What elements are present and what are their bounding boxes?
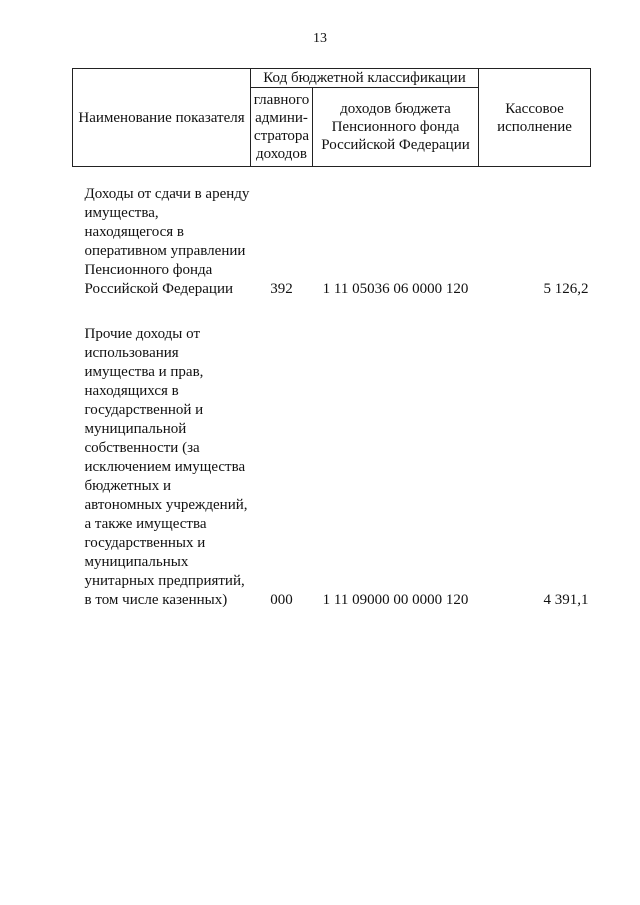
- header-name: Наименование показателя: [73, 69, 251, 167]
- row-admin-code: 000: [270, 592, 293, 608]
- table-row: [73, 185, 591, 299]
- budget-classification-table: [72, 68, 591, 610]
- row-cash-amount: 4 391,1: [543, 592, 589, 608]
- row-budget-code: 1 11 05036 06 0000 120: [322, 281, 469, 297]
- page-number: 13: [313, 31, 327, 46]
- row-admin-code: 392: [270, 281, 293, 297]
- table-row: [73, 325, 591, 610]
- row-indicator-name: Доходы от сдачи в аренду имущества, находящегося в оперативном управлении Пенсионного фонда Российской Федерации: [84, 186, 250, 297]
- row-indicator-name: Прочие доходы от использования имущества и прав, находящихся в государственной и муниципальной собственности (за исключением имущества бюджетных и автономных учреждений, а также имущества государственных и муниципальных унитарных предприятий, в том числе казенных): [84, 326, 248, 608]
- header-pension-fund-income: доходов бюджета Пенсионного фонда Российской Федерации: [313, 88, 479, 167]
- header-cash-execution: Кассовое исполнение: [479, 69, 591, 167]
- header-chief-administrator: главного админи-стратора доходов: [251, 88, 313, 167]
- header-code-group: Код бюджетной классификации: [251, 69, 479, 88]
- row-budget-code: 1 11 09000 00 0000 120: [322, 592, 469, 608]
- row-cash-amount: 5 126,2: [543, 281, 589, 297]
